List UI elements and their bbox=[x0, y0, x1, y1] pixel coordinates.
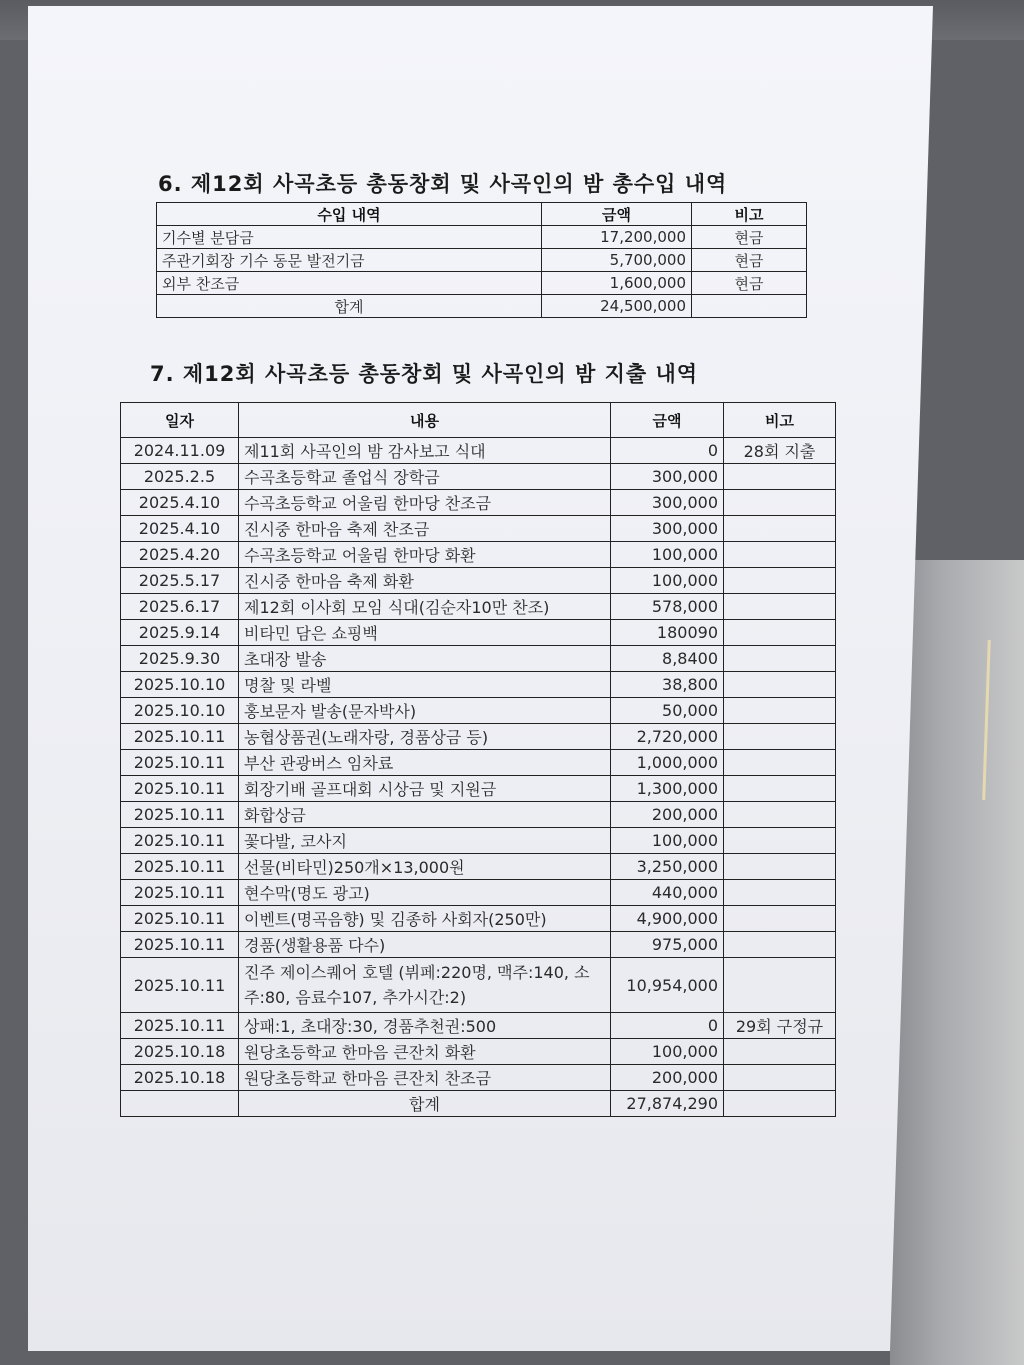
expense-amount: 300,000 bbox=[611, 516, 724, 542]
expense-note bbox=[724, 906, 836, 932]
expense-note bbox=[724, 932, 836, 958]
income-row bbox=[157, 272, 807, 295]
income-row bbox=[157, 249, 807, 272]
income-amount: 5,700,000 bbox=[542, 249, 692, 272]
income-item: 기수별 분담금 bbox=[157, 226, 542, 249]
expense-row bbox=[121, 1013, 836, 1039]
expense-date: 2024.11.09 bbox=[121, 438, 239, 464]
expense-amount: 1,000,000 bbox=[611, 750, 724, 776]
income-amount: 17,200,000 bbox=[542, 226, 692, 249]
expense-note: 29회 구정규 bbox=[724, 1013, 836, 1039]
expense-amount: 100,000 bbox=[611, 828, 724, 854]
income-item: 외부 찬조금 bbox=[157, 272, 542, 295]
expense-amount: 100,000 bbox=[611, 568, 724, 594]
expense-content: 수곡초등학교 어울림 한마당 찬조금 bbox=[239, 490, 611, 516]
expense-content: 비타민 담은 쇼핑백 bbox=[239, 620, 611, 646]
expense-date: 2025.4.20 bbox=[121, 542, 239, 568]
expense-amount: 975,000 bbox=[611, 932, 724, 958]
expense-date: 2025.10.11 bbox=[121, 906, 239, 932]
expense-date: 2025.5.17 bbox=[121, 568, 239, 594]
expense-row bbox=[121, 1065, 836, 1091]
expense-note bbox=[724, 750, 836, 776]
expense-note bbox=[724, 646, 836, 672]
expense-content: 진시중 한마음 축제 화환 bbox=[239, 568, 611, 594]
expense-date: 2025.4.10 bbox=[121, 516, 239, 542]
expense-total-blank bbox=[121, 1091, 239, 1117]
expense-amount: 1,300,000 bbox=[611, 776, 724, 802]
income-table-body bbox=[157, 226, 807, 318]
expense-total-label: 합계 bbox=[239, 1091, 611, 1117]
income-header-item: 수입 내역 bbox=[157, 203, 542, 226]
expense-note bbox=[724, 568, 836, 594]
expense-row bbox=[121, 646, 836, 672]
expense-content: 선물(비타민)250개×13,000원 bbox=[239, 854, 611, 880]
expense-content: 이벤트(명곡음향) 및 김종하 사회자(250만) bbox=[239, 906, 611, 932]
expense-content: 상패:1, 초대장:30, 경품추천권:500 bbox=[239, 1013, 611, 1039]
expense-content: 수곡초등학교 졸업식 장학금 bbox=[239, 464, 611, 490]
expense-header-date: 일자 bbox=[121, 403, 239, 438]
expense-amount: 0 bbox=[611, 1013, 724, 1039]
expense-total-amount: 27,874,290 bbox=[611, 1091, 724, 1117]
expense-amount: 578,000 bbox=[611, 594, 724, 620]
expense-row bbox=[121, 906, 836, 932]
expense-date: 2025.4.10 bbox=[121, 490, 239, 516]
expense-content: 화합상금 bbox=[239, 802, 611, 828]
income-header-amount: 금액 bbox=[542, 203, 692, 226]
expense-row bbox=[121, 594, 836, 620]
expense-row bbox=[121, 958, 836, 1013]
expense-header-note: 비고 bbox=[724, 403, 836, 438]
expense-note bbox=[724, 880, 836, 906]
expense-amount: 100,000 bbox=[611, 1039, 724, 1065]
income-table bbox=[156, 202, 807, 318]
expense-date: 2025.10.10 bbox=[121, 698, 239, 724]
expense-row bbox=[121, 880, 836, 906]
expense-date: 2025.2.5 bbox=[121, 464, 239, 490]
expense-section-title: 7. 제12회 사곡초등 총동창회 및 사곡인의 밤 지출 내역 bbox=[150, 362, 699, 386]
expense-amount: 10,954,000 bbox=[611, 958, 724, 1013]
income-header-note: 비고 bbox=[692, 203, 807, 226]
expense-content: 농협상품권(노래자랑, 경품상금 등) bbox=[239, 724, 611, 750]
expense-row bbox=[121, 620, 836, 646]
expense-row bbox=[121, 854, 836, 880]
expense-row bbox=[121, 542, 836, 568]
expense-content: 진시중 한마음 축제 찬조금 bbox=[239, 516, 611, 542]
income-amount: 1,600,000 bbox=[542, 272, 692, 295]
expense-date: 2025.10.11 bbox=[121, 880, 239, 906]
expense-content: 경품(생활용품 다수) bbox=[239, 932, 611, 958]
expense-amount: 38,800 bbox=[611, 672, 724, 698]
expense-content: 수곡초등학교 어울림 한마당 화환 bbox=[239, 542, 611, 568]
expense-note bbox=[724, 828, 836, 854]
expense-row bbox=[121, 698, 836, 724]
expense-date: 2025.10.11 bbox=[121, 802, 239, 828]
income-note: 현금 bbox=[692, 249, 807, 272]
expense-note bbox=[724, 802, 836, 828]
expense-row bbox=[121, 568, 836, 594]
expense-amount: 8,8400 bbox=[611, 646, 724, 672]
expense-row bbox=[121, 750, 836, 776]
expense-row bbox=[121, 724, 836, 750]
income-note: 현금 bbox=[692, 226, 807, 249]
expense-row bbox=[121, 932, 836, 958]
expense-row bbox=[121, 672, 836, 698]
expense-row bbox=[121, 828, 836, 854]
expense-content: 진주 제이스퀘어 호텔 (뷔페:220명, 맥주:140, 소주:80, 음료수107, 추가시간:2) bbox=[239, 958, 611, 1013]
expense-date: 2025.10.11 bbox=[121, 958, 239, 1013]
income-total-amount: 24,500,000 bbox=[542, 295, 692, 318]
expense-content: 제11회 사곡인의 밤 감사보고 식대 bbox=[239, 438, 611, 464]
expense-amount: 0 bbox=[611, 438, 724, 464]
expense-date: 2025.10.10 bbox=[121, 672, 239, 698]
expense-amount: 50,000 bbox=[611, 698, 724, 724]
expense-note bbox=[724, 620, 836, 646]
expense-content: 꽃다발, 코사지 bbox=[239, 828, 611, 854]
expense-content: 홍보문자 발송(문자박사) bbox=[239, 698, 611, 724]
expense-amount: 3,250,000 bbox=[611, 854, 724, 880]
expense-date: 2025.9.30 bbox=[121, 646, 239, 672]
expense-header-content: 내용 bbox=[239, 403, 611, 438]
expense-row bbox=[121, 776, 836, 802]
expense-content: 초대장 발송 bbox=[239, 646, 611, 672]
expense-date: 2025.10.11 bbox=[121, 1013, 239, 1039]
expense-note bbox=[724, 594, 836, 620]
expense-date: 2025.10.11 bbox=[121, 724, 239, 750]
expense-date: 2025.10.11 bbox=[121, 854, 239, 880]
expense-header-row bbox=[121, 403, 836, 438]
expense-row bbox=[121, 1039, 836, 1065]
expense-date: 2025.10.11 bbox=[121, 750, 239, 776]
expense-amount: 440,000 bbox=[611, 880, 724, 906]
expense-amount: 300,000 bbox=[611, 490, 724, 516]
expense-note bbox=[724, 698, 836, 724]
expense-amount: 300,000 bbox=[611, 464, 724, 490]
expense-note bbox=[724, 854, 836, 880]
expense-amount: 2,720,000 bbox=[611, 724, 724, 750]
income-section-title: 6. 제12회 사곡초등 총동창회 및 사곡인의 밤 총수입 내역 bbox=[158, 172, 728, 196]
expense-amount: 200,000 bbox=[611, 1065, 724, 1091]
expense-table-body bbox=[121, 438, 836, 1117]
income-row bbox=[157, 226, 807, 249]
expense-date: 2025.10.18 bbox=[121, 1065, 239, 1091]
expense-row bbox=[121, 802, 836, 828]
expense-note bbox=[724, 776, 836, 802]
expense-date: 2025.10.18 bbox=[121, 1039, 239, 1065]
expense-total-row bbox=[121, 1091, 836, 1117]
expense-note bbox=[724, 1065, 836, 1091]
expense-date: 2025.6.17 bbox=[121, 594, 239, 620]
expense-content: 원당초등학교 한마음 큰잔치 찬조금 bbox=[239, 1065, 611, 1091]
expense-note bbox=[724, 724, 836, 750]
expense-note bbox=[724, 958, 836, 1013]
expense-note bbox=[724, 490, 836, 516]
income-item: 주관기회장 기수 동문 발전기금 bbox=[157, 249, 542, 272]
expense-row bbox=[121, 516, 836, 542]
expense-content: 원당초등학교 한마음 큰잔치 화환 bbox=[239, 1039, 611, 1065]
expense-total-note bbox=[724, 1091, 836, 1117]
income-header-row bbox=[157, 203, 807, 226]
expense-amount: 200,000 bbox=[611, 802, 724, 828]
expense-row bbox=[121, 490, 836, 516]
expense-note bbox=[724, 1039, 836, 1065]
income-total-note bbox=[692, 295, 807, 318]
income-total-label: 합계 bbox=[157, 295, 542, 318]
expense-content: 회장기배 골프대회 시상금 및 지원금 bbox=[239, 776, 611, 802]
income-total-row bbox=[157, 295, 807, 318]
expense-header-amount: 금액 bbox=[611, 403, 724, 438]
expense-amount: 100,000 bbox=[611, 542, 724, 568]
expense-date: 2025.10.11 bbox=[121, 932, 239, 958]
expense-content: 부산 관광버스 임차료 bbox=[239, 750, 611, 776]
expense-date: 2025.9.14 bbox=[121, 620, 239, 646]
expense-note bbox=[724, 464, 836, 490]
expense-date: 2025.10.11 bbox=[121, 776, 239, 802]
expense-note bbox=[724, 542, 836, 568]
expense-row bbox=[121, 438, 836, 464]
expense-note bbox=[724, 516, 836, 542]
expense-date: 2025.10.11 bbox=[121, 828, 239, 854]
expense-content: 제12회 이사회 모임 식대(김순자10만 찬조) bbox=[239, 594, 611, 620]
expense-amount: 4,900,000 bbox=[611, 906, 724, 932]
expense-note bbox=[724, 672, 836, 698]
expense-content: 현수막(명도 광고) bbox=[239, 880, 611, 906]
expense-row bbox=[121, 464, 836, 490]
expense-amount: 180090 bbox=[611, 620, 724, 646]
expense-content: 명찰 및 라벨 bbox=[239, 672, 611, 698]
income-note: 현금 bbox=[692, 272, 807, 295]
expense-note: 28회 지출 bbox=[724, 438, 836, 464]
expense-table bbox=[120, 402, 836, 1117]
